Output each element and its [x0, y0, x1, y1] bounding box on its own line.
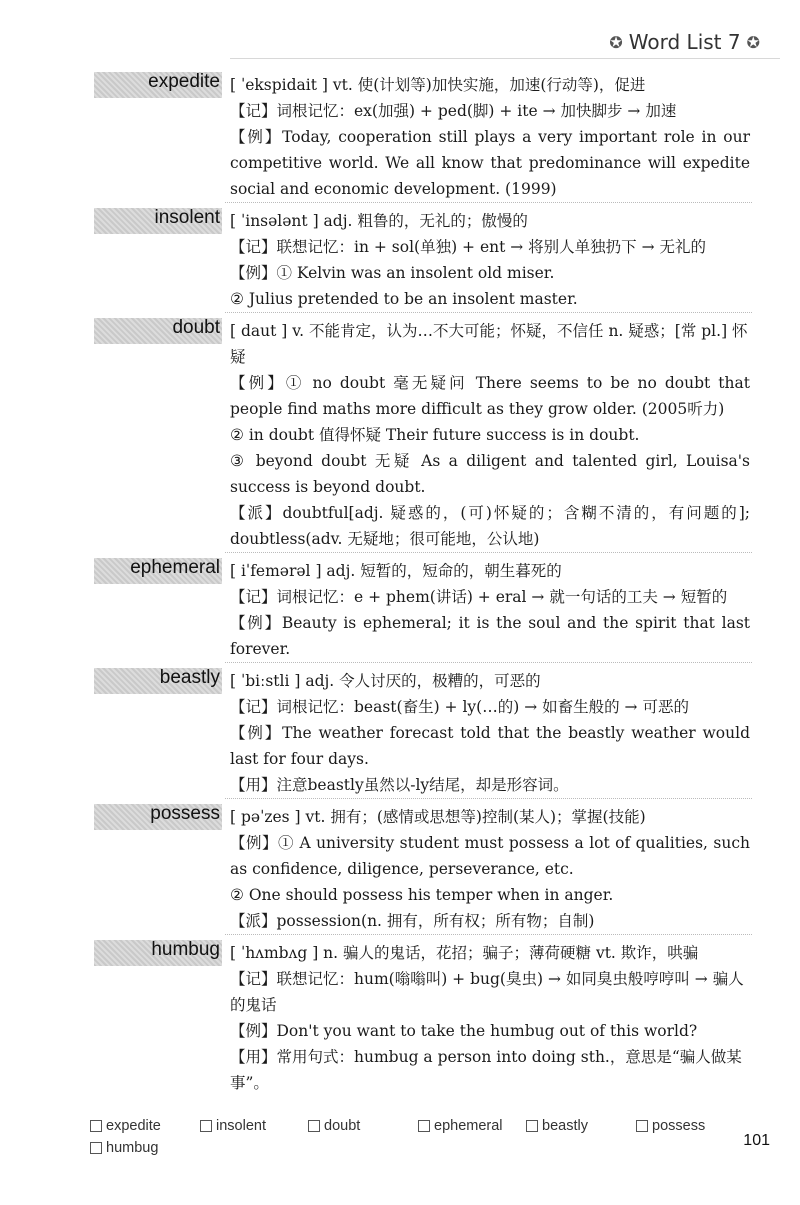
entry-separator — [225, 798, 752, 799]
definition-line: [ ˈinsələnt ] adj. 粗鲁的，无礼的；傲慢的 — [230, 212, 528, 230]
entry-possess — [0, 800, 800, 934]
entry-body — [230, 204, 750, 312]
entry-separator — [225, 312, 752, 313]
page-header — [609, 30, 760, 54]
definition-line: [ ˈhʌmbʌg ] n. 骗人的鬼话，花招；骗子；薄荷硬糖 vt. 欺诈，哄骗 — [230, 944, 699, 962]
header-title: Word List 7 — [628, 30, 741, 54]
entry-line: 【例】Don't you want to take the humbug out of this world? — [230, 1022, 698, 1040]
definition-line: [ iˈfemərəl ] adj. 短暂的，短命的，朝生暮死的 — [230, 562, 562, 580]
entry-line: 【记】词根记忆：ex(加强) + ped(脚) + ite → 加快脚步 → 加速 — [230, 102, 677, 120]
checkbox-icon[interactable] — [526, 1120, 538, 1132]
entry-line: 【记】词根记忆：e + phem(讲话) + eral → 就一句话的工夫 → 短暂的 — [230, 588, 728, 606]
entry-line: 【记】联想记忆：in + sol(单独) + ent → 将别人单独扔下 → 无礼的 — [230, 238, 707, 256]
entry-line: 【例】① no doubt 毫无疑问 There seems to be no doubt that people find maths more difficult as they grow older. (2005听力) — [230, 374, 750, 418]
entry-separator — [225, 934, 752, 935]
entry-body — [230, 800, 750, 934]
entry-doubt — [0, 314, 800, 552]
checkbox-icon[interactable] — [308, 1120, 320, 1132]
definition-line: [ ˈekspidait ] vt. 使(计划等)加快实施，加速(行动等)，促进 — [230, 76, 646, 94]
headword: humbug — [151, 939, 220, 960]
checkbox-icon[interactable] — [200, 1120, 212, 1132]
checkbox-icon[interactable] — [636, 1120, 648, 1132]
checklist-item-insolent[interactable] — [200, 1118, 266, 1134]
entry-line: 【记】词根记忆：beast(畜生) + ly(…的) → 如畜生般的 → 可恶的 — [230, 698, 689, 716]
entry-line: 【派】possession(n. 拥有，所有权；所有物；自制) — [230, 912, 595, 930]
entry-line: 【用】注意beastly虽然以-ly结尾，却是形容词。 — [230, 776, 569, 794]
checkbox-icon[interactable] — [90, 1142, 102, 1154]
checklist-label: insolent — [216, 1118, 266, 1134]
headword: possess — [150, 803, 220, 824]
checklist-item-beastly[interactable] — [526, 1118, 588, 1134]
checklist-item-expedite[interactable] — [90, 1118, 161, 1134]
entry-line: ② Julius pretended to be an insolent master. — [230, 290, 578, 308]
entry-separator — [225, 552, 752, 553]
header-deco-left-icon: ✪ — [609, 32, 623, 52]
checkbox-icon[interactable] — [90, 1120, 102, 1132]
entry-body — [230, 314, 750, 552]
header-divider — [230, 58, 780, 59]
entry-separator — [225, 202, 752, 203]
checklist-label: beastly — [542, 1118, 588, 1134]
headword: insolent — [154, 207, 220, 228]
entry-line: 【记】联想记忆：hum(嗡嗡叫) + bug(臭虫) → 如同臭虫般哼哼叫 → 骗人的鬼话 — [230, 970, 744, 1014]
entry-line: 【例】Today, cooperation still plays a very important role in our competitive world. We all know that predominance will expedite social and economic development. (1999) — [230, 128, 750, 198]
checklist-label: doubt — [324, 1118, 361, 1134]
entry-body — [230, 554, 750, 662]
entry-line: 【派】doubtful[adj. 疑惑的，(可)怀疑的；含糊不清的，有问题的]; doubtless(adv. 无疑地；很可能地，公认地) — [230, 504, 750, 548]
checklist-label: ephemeral — [434, 1118, 503, 1134]
headword: expedite — [148, 71, 220, 92]
checklist-item-humbug[interactable] — [90, 1140, 158, 1156]
page-number: 101 — [743, 1132, 770, 1149]
headword: ephemeral — [130, 557, 220, 578]
checklist-item-possess[interactable] — [636, 1118, 705, 1134]
word-list — [0, 68, 800, 1098]
entry-line: 【例】① Kelvin was an insolent old miser. — [230, 264, 555, 282]
header-deco-right-icon: ✪ — [746, 32, 760, 52]
entry-body — [230, 664, 750, 798]
entry-beastly — [0, 664, 800, 798]
entry-line: 【用】常用句式：humbug a person into doing sth.，意思是“骗人做某事”。 — [230, 1048, 742, 1092]
entry-line: ② in doubt 值得怀疑 Their future success is in doubt. — [230, 426, 640, 444]
entry-line: 【例】① A university student must possess a lot of qualities, such as confidence, diligence, perseverance, etc. — [230, 834, 750, 878]
entry-expedite — [0, 68, 800, 202]
checklist-label: possess — [652, 1118, 706, 1134]
entry-body — [230, 936, 750, 1096]
checklist-label: expedite — [106, 1118, 161, 1134]
checklist-item-ephemeral[interactable] — [418, 1118, 503, 1134]
checklist-label: humbug — [106, 1140, 159, 1156]
entry-humbug — [0, 936, 800, 1096]
entry-insolent — [0, 204, 800, 312]
checkbox-icon[interactable] — [418, 1120, 430, 1132]
headword: beastly — [159, 667, 220, 688]
checklist-item-doubt[interactable] — [308, 1118, 360, 1134]
entry-line: ③ beyond doubt 无疑 As a diligent and talented girl, Louisa's success is beyond doubt. — [230, 452, 750, 496]
entry-line: 【例】The weather forecast told that the beastly weather would last for four days. — [230, 724, 750, 768]
entry-line: ② One should possess his temper when in anger. — [230, 886, 614, 904]
entry-body — [230, 68, 750, 202]
headword: doubt — [172, 317, 220, 338]
entry-ephemeral — [0, 554, 800, 662]
definition-line: [ daut ] v. 不能肯定，认为…不大可能；怀疑，不信任 n. 疑惑；[常 pl.] 怀疑 — [230, 322, 748, 366]
entry-separator — [225, 662, 752, 663]
entry-line: 【例】Beauty is ephemeral; it is the soul and the spirit that last forever. — [230, 614, 750, 658]
definition-line: [ pəˈzes ] vt. 拥有；(感情或思想等)控制(某人)；掌握(技能) — [230, 808, 646, 826]
definition-line: [ ˈbiːstli ] adj. 令人讨厌的，极糟的，可恶的 — [230, 672, 541, 690]
